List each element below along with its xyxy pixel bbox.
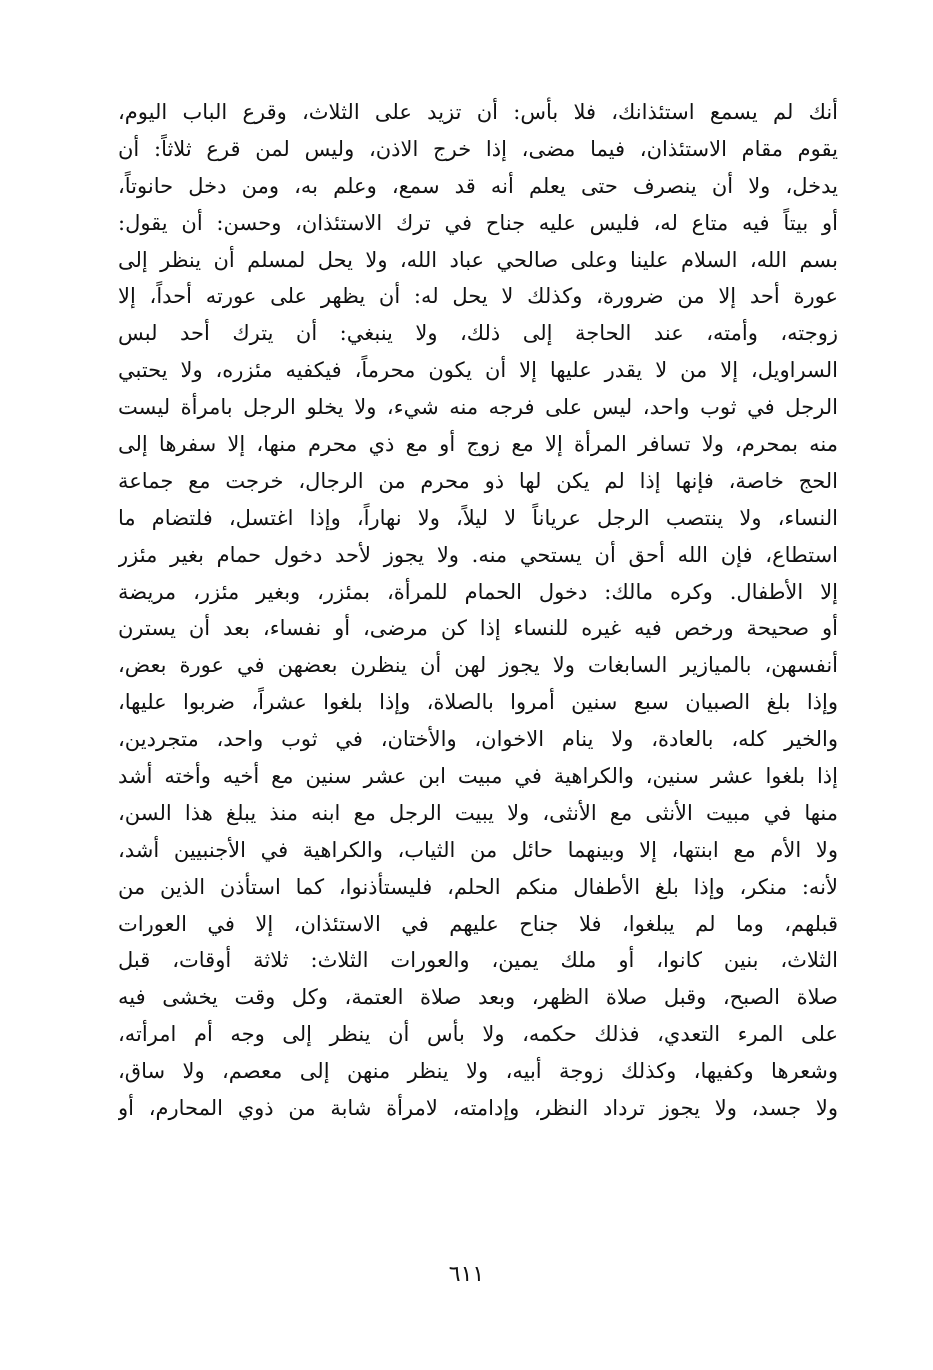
page-number: ٦١١ — [448, 1262, 485, 1287]
text-line: أنك لم يسمع استئذانك، فلا بأس: أن تزيد على الثلاث، وقرع الباب اليوم، — [118, 100, 838, 124]
text-line: الرجل في ثوب واحد، ليس على فرجه منه شيء، ولا يخلو الرجل بامرأة ليست — [118, 395, 838, 420]
text-line: الثلاث، بنين كانوا، أو ملك يمين، والعورات الثلاث: ثلاثة أوقات، قبل — [118, 948, 838, 973]
text-line: بسم الله، السلام علينا وعلى صالحي عباد الله، ولا يحل لمسلم أن ينظر إلى — [118, 247, 838, 272]
text-line: عورة أحد إلا من ضرورة، وكذلك لا يحل له: أن يظهر على عورته أحداً، إلا — [118, 284, 838, 309]
text-line: وشعرها وكفيها، وكذلك زوجة أبيه، ولا ينظر منهن إلى معصم، ولا ساق، — [118, 1059, 838, 1084]
body-text — [118, 94, 838, 1127]
text-line: إلا الأطفال. وكره مالك: دخول الحمام للمرأة، بمئزر، وبغير مئزر، مريضة — [118, 579, 838, 604]
text-line: النساء، ولا ينتصب الرجل عرياناً لا ليلاً، ولا نهاراً، وإذا اغتسل، فلتضام ما — [118, 505, 838, 530]
text-line: الحج خاصة، فإنها إذا لم يكن لها ذو محرم من الرجال، خرجت مع جماعة — [118, 468, 838, 493]
text-line: استطاع، فإن الله أحق أن يستحي منه. ولا يجوز لأحد دخول حمام بغير مئزر — [118, 542, 838, 567]
text-line: وإذا بلغ الصبيان سبع سنين أمروا بالصلاة، وإذا بلغوا عشراً، ضربوا عليها، — [118, 690, 838, 715]
text-line: والخير كله، بالعادة، ولا ينام الاخوان، والأختان، في ثوب واحد، متجردين، — [118, 727, 838, 752]
text-line: أو بيتاً فيه متاع له، فليس عليه جناح في ترك الاستئذان، وحسن: أن يقول: — [118, 210, 838, 235]
text-line: يقوم مقام الاستئذان، فيما مضى، إذا خرج الاذن، وليس لمن قرع ثلاثاً: أن — [118, 136, 838, 161]
text-line: إذا بلغوا عشر سنين، والكراهية في مبيت ابن عشر سنين مع أخيه وأخته أشد — [118, 764, 838, 789]
text-line: صلاة الصبح، وقبل صلاة الظهر، وبعد صلاة العتمة، وكل وقت يخشى فيه — [118, 985, 838, 1010]
text-line: السراويل، إلا من لا يقدر عليها إلا أن يكون محرماً، فيكفيه مئزره، ولا يحتبي — [118, 358, 838, 383]
text-line: قبلهم، وما لم يبلغوا، فلا جناح عليهم في الاستئذان، إلا في العورات — [118, 911, 838, 936]
text-line: ولا جسد، ولا يجوز ترداد النظر، وإدامته، لامرأة شابة من ذوي المحارم، أو — [118, 1096, 838, 1121]
text-line: زوجته، وأمته، عند الحاجة إلى ذلك، ولا ينبغي: أن يترك أحد لبس — [118, 321, 838, 346]
text-line: يدخل، ولا أن ينصرف حتى يعلم أنه قد سمع، وعلم به، ومن دخل حانوتاً، — [118, 173, 838, 198]
text-line: منها في مبيت الأنثى مع الأنثى، ولا يبيت الرجل مع ابنه منذ يبلغ هذا السن، — [118, 800, 838, 825]
text-line: منه بمحرم، ولا تسافر المرأة إلا مع زوج أو مع ذي محرم منها، إلا سفرها إلى — [118, 432, 838, 457]
text-line: أو صحيحة ورخص فيه غيره للنساء إذا كن مرضى، أو نفساء، بعد أن يسترن — [118, 616, 838, 641]
text-line: أنفسهن، بالميازير السابغات ولا يجوز لهن أن ينظرن بعضهن في عورة بعض، — [118, 653, 838, 678]
text-line: على المرء التعدي، فذلك حكمه، ولا بأس أن ينظر إلى وجه أم امرأته، — [118, 1022, 838, 1047]
text-line: ولا الأم مع ابنتها، إلا وبينهما حائل من الثياب، والكراهية في الأجنبيين أشد، — [118, 837, 838, 862]
text-line: لأنه: منكر، وإذا بلغ الأطفال منكم الحلم، فليستأذنوا، كما استأذن الذين من — [118, 874, 838, 899]
